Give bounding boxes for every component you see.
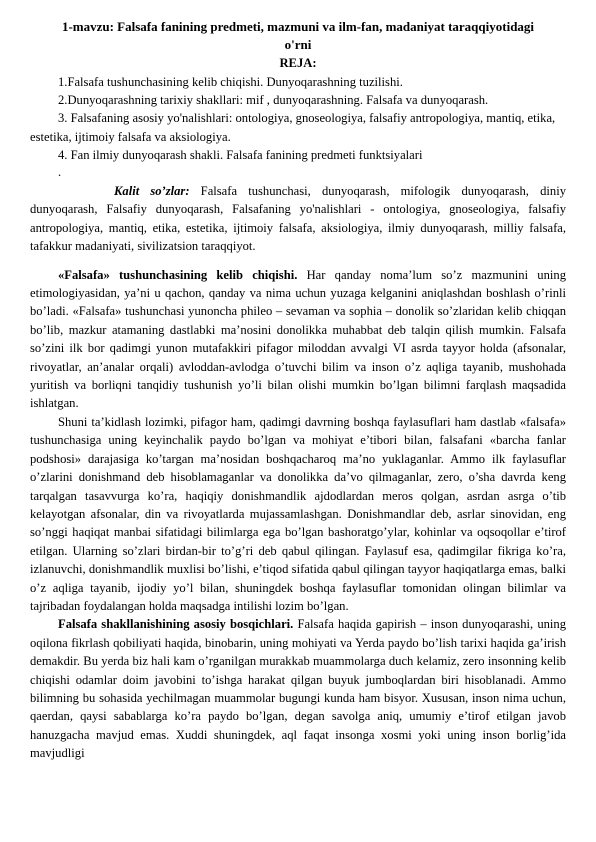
paragraph-origin-heading: «Falsafa» tushunchasining kelib chiqishi. [58,267,298,282]
paragraph-origin [30,266,566,413]
title-line-1: 1-mavzu: Falsafa fanining predmeti, mazmuni va ilm-fan, madaniyat taraqqiyotidagi [61,19,535,34]
spacer [30,256,566,266]
keywords-paragraph [30,182,566,256]
keywords-text: Falsafa tushunchasi, dunyoqarash, mifologik dunyoqarash, diniy dunyoqarash, Falsafiy dunyoqarash, Falsafaning yo'nalishlari - ontologiya, gnoseologiya, falsafiy antropologiya, mantiq, etika, estetika, ijtimoiy falsafa, aksiologiya, ilmiy dunyoqarash, milliy falsafa, tafakkur madaniyati, sivilizatsion taraqqiyot. [30,184,566,254]
paragraph-stages-text: Falsafa haqida gapirish – inson dunyoqarashi, uning oqilona fikrlash qobiliyati haqida, binobarin, uning mohiyati va Yerda paydo bo’lish tarixi haqida ga’irish demakdir. Bu yerda biz hali kam o’rganilgan murakkab muammolarga duch kelamiz, zero insonning kelib chiqishi odamlar doim javobini to’ishga harakat qilgan buyuk jumboqlardan biri hisoblanadi. Ammo bilimning bu sohasida yechilmagan muammolar bugungi kunda ham bisyor. Xususan, inson nima uchun, qaerdan, qaysi sabablarga ko’ra paydo bo’lgan, degan savolga aniq, umumiy e’tirof etilgan javob hanuzgacha mavjud emas. Xuddi shuningdek, aql faqat insonga xosmi yoki uning inson borlig’ida mavjudligi [30,617,567,761]
paragraph-stages-heading: Falsafa shakllanishining asosiy bosqichlari. [58,617,294,632]
plan-item: 1.Falsafa tushunchasining kelib chiqishi. Dunyoqarashning tuzilishi. [58,75,403,89]
paragraph-stages [30,615,566,762]
paragraph-origin-text: Har qanday noma’lum so’z mazmunini uning etimologiyasidan, ya’ni u qachon, qanday va nima uchun yuzaga kelganini aniqlashdan boshlash o’rinli bo’ladi. «Falsafa» tushunchasi yunoncha phileo – sevaman va sophia – donolik so’zlaridan kelib chiqqan bo’lib, mazkur atamaning dastlabki ma’nosini donolikka muhabbat deb talqin qilish mumkin. Falsafa so’zini ilk bor qadimgi yunon mutafakkiri pifagor miloddan avvalgi VI asrda tayyor holda (afsonalar, rivoyatlar, an’analar orqali) avloddan-avlodga o’tuvchi bilim va inson o’z aqliga tayanib, mushohada yuritish va borliqni tanqidiy tushunish yo’li bilan olishi mumkin bo’lgan bilimni farqlash maqsadida ishlatgan. [30,267,566,411]
plan-item: 2.Dunyoqarashning tarixiy shakllari: mif , dunyoqarashning. Falsafa va dunyoqarash. [58,93,489,108]
paragraph-pythagoras: Shuni ta’kidlash lozimki, pifagor ham, qadimgi davrning boshqa faylasuflari ham dastlab «falsafa» tushunchasiga uning keyinchalik paydo bo’lgan va mohiyat e’tibori bilan, falsafani «barcha fanlar podshosi» darajasiga ko’targan ma’nosidan boshqacharoq ma’no yuklaganlar. Ammo ilk faylasuflar o’zlarini donishmand deb hisoblamaganlar va donolikka da’vo qilmaganlar, zero, o’sha davrda keng tarqalgan tasavvurga ko’ra, haqiqiy donishmandlik ajdodlardan meros qolgan, asrdan asrga o’tib kelayotgan afsonalar, din va rivoyatlarda mujassamlashgan. Donishmandlar deb, asrlar sinovidan, eng so’nggi haqiqat manbai sifatidagi bilimlarga ega bo’lgan bashoratgo’ylar, kohinlar va oqsoqollar e’tirof etilgan. Ularning so’zlari birdan-bir to’g’ri deb qabul qilingan. Faylasuf esa, qadimgilar fikriga ko’ra, izlanuvchi, donishmandlik muxlisi bo’lishi, e’tiqod sifatida qabul qilingan tayyor haqiqatlarga emas, balki o’z aqliga tayanib, ijodiy yo’l bilan, shuningdek boshqa faylasuflar tomonidan olingan bilimlar va tajribadan foydalangan holda maqsadga intilishi lozim bo’lgan. [30,414,566,613]
plan-heading: REJA: [279,56,317,70]
plan-dot: . [58,165,62,180]
document-title [30,18,566,54]
plan-item: 4. Fan ilmiy dunyoqarash shakli. Falsafa fanining predmeti funktsiyalari [58,147,423,162]
keywords-label: Kalit so’zlar: [114,184,190,199]
title-line-2: o'rni [284,37,312,52]
plan-list [30,73,566,164]
plan-item: 3. Falsafaning asosiy yo'nalishlari: ontologiya, gnoseologiya, falsafiy antropologiya, mantiq, etika, estetika, ijtimoiy falsafa va aksiologiya. [30,111,556,144]
